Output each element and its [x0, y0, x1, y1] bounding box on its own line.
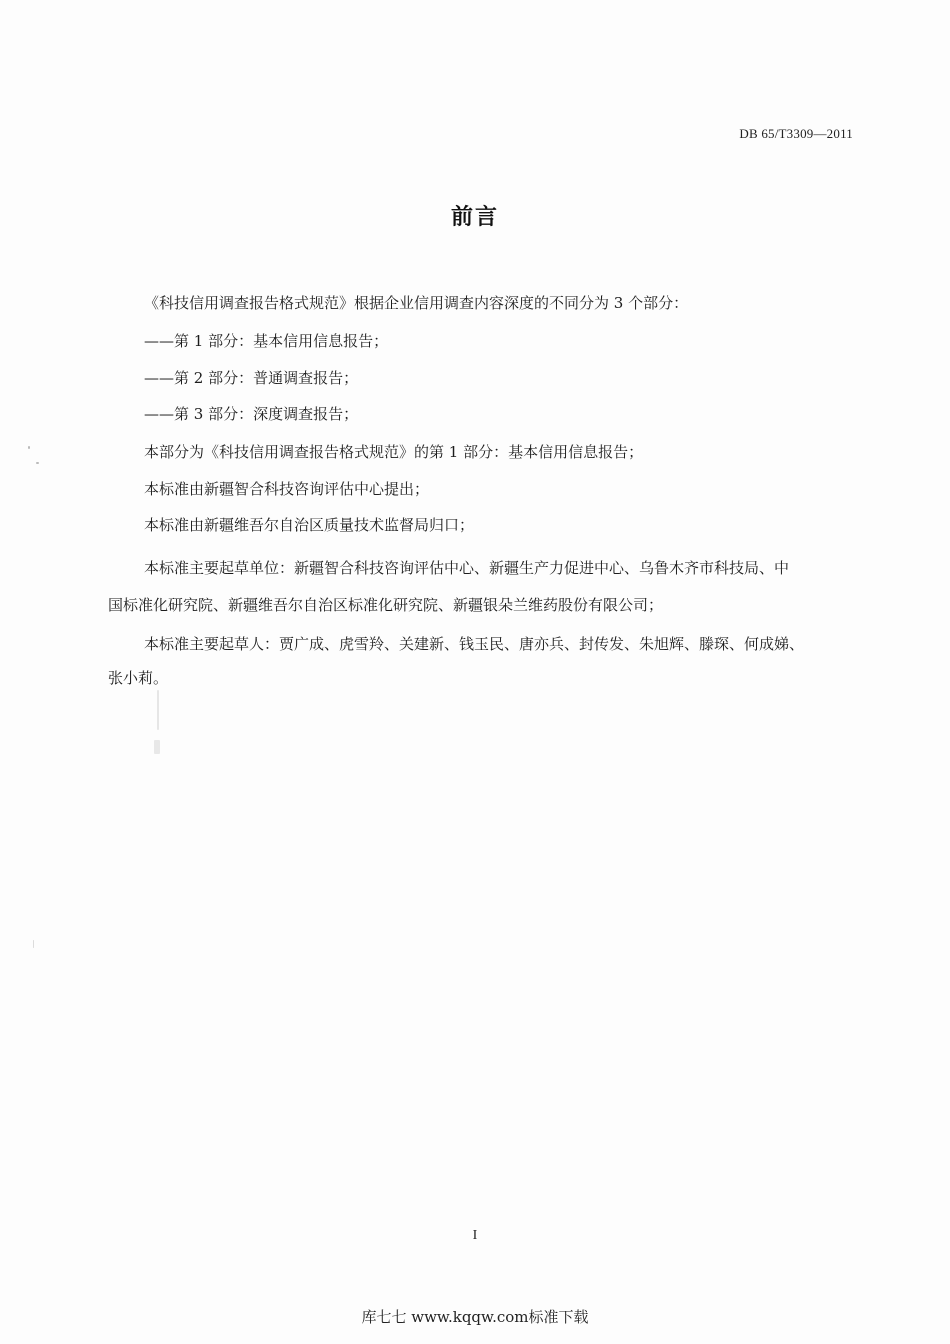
scan-speck — [36, 462, 39, 464]
list-item-part-3: ——第 3 部分：深度调查报告； — [144, 405, 359, 423]
paragraph-this-part: 本部分为《科技信用调查报告格式规范》的第 1 部分：基本信用信息报告； — [144, 443, 644, 461]
paragraph-drafting-units-line-2: 国标准化研究院、新疆维吾尔自治区标准化研究院、新疆银朵兰维药股份有限公司； — [108, 596, 664, 614]
paragraph-drafters-line-2: 张小莉。 — [108, 669, 169, 687]
scan-speck — [157, 690, 159, 730]
scan-speck — [154, 740, 160, 754]
paragraph-proposer: 本标准由新疆智合科技咨询评估中心提出； — [144, 480, 430, 498]
list-item-part-2: ——第 2 部分：普通调查报告； — [144, 369, 359, 387]
list-item-part-1: ——第 1 部分：基本信用信息报告； — [144, 332, 389, 350]
scan-speck — [28, 446, 30, 449]
document-code: DB 65/T3309—2011 — [739, 126, 853, 141]
scan-speck — [33, 940, 34, 948]
paragraph-drafters-line-1: 本标准主要起草人：贾广成、虎雪羚、关建新、钱玉民、唐亦兵、封传发、朱旭辉、滕琛、何成娣、 — [144, 635, 805, 653]
paragraph-parts-intro: 《科技信用调查报告格式规范》根据企业信用调查内容深度的不同分为 3 个部分： — [144, 294, 689, 312]
page-number: I — [472, 1228, 478, 1243]
paragraph-drafting-units-line-1: 本标准主要起草单位：新疆智合科技咨询评估中心、新疆生产力促进中心、乌鲁木齐市科技局、中 — [144, 559, 790, 577]
page-title: 前言 — [450, 205, 499, 230]
footer-watermark: 库七七 www.kqqw.com标准下载 — [361, 1308, 589, 1326]
paragraph-administrator: 本标准由新疆维吾尔自治区质量技术监督局归口； — [144, 516, 475, 534]
